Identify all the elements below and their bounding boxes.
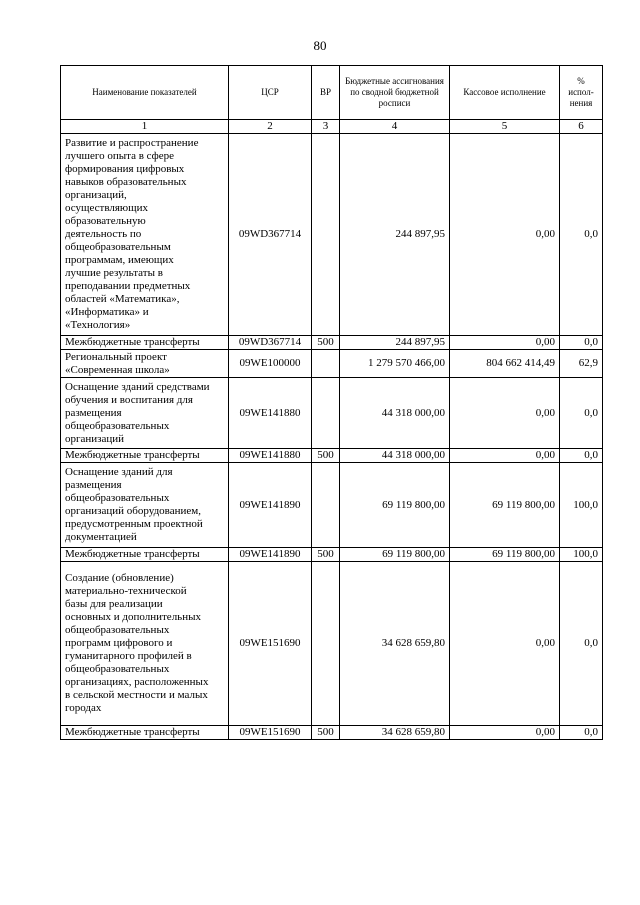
row-name: Оснащение зданий для размещения общеобразовательных организаций оборудованием, предусмотренным проектной документацией (61, 463, 229, 548)
row-budget: 44 318 000,00 (340, 378, 450, 449)
row-budget: 1 279 570 466,00 (340, 350, 450, 378)
row-percent: 0,0 (560, 378, 603, 449)
row-percent: 100,0 (560, 548, 603, 562)
row-percent: 62,9 (560, 350, 603, 378)
header-cash: Кассовое исполнение (450, 66, 560, 120)
row-csr: 09WE151690 (229, 562, 312, 726)
row-cash: 69 119 800,00 (450, 548, 560, 562)
row-name: Межбюджетные трансферты (61, 726, 229, 740)
table-row (61, 726, 603, 740)
table-row (61, 548, 603, 562)
row-cash: 69 119 800,00 (450, 463, 560, 548)
row-cash: 0,00 (450, 336, 560, 350)
row-name: Межбюджетные трансферты (61, 449, 229, 463)
row-vr: 500 (312, 726, 340, 740)
row-name: Развитие и распространение лучшего опыта в сфере формирования цифровых навыков образовательных организаций, осуществляющих образовательную деятельность по общеобразовательным программам, имеющих лучшие результаты в преподавании предметных областей «Математика», «Информатика» и «Технология» (61, 134, 229, 336)
row-cash: 0,00 (450, 449, 560, 463)
header-csr: ЦСР (229, 66, 312, 120)
row-budget: 44 318 000,00 (340, 449, 450, 463)
row-csr: 09WE141890 (229, 463, 312, 548)
row-budget: 69 119 800,00 (340, 548, 450, 562)
budget-execution-table (60, 65, 603, 740)
row-percent: 0,0 (560, 449, 603, 463)
row-vr: 500 (312, 336, 340, 350)
row-cash: 0,00 (450, 134, 560, 336)
row-vr (312, 463, 340, 548)
column-number: 5 (450, 120, 560, 134)
row-vr: 500 (312, 449, 340, 463)
column-number: 1 (61, 120, 229, 134)
table-row (61, 350, 603, 378)
row-cash: 0,00 (450, 726, 560, 740)
column-number: 2 (229, 120, 312, 134)
row-name: Межбюджетные трансферты (61, 548, 229, 562)
row-csr: 09WD367714 (229, 134, 312, 336)
row-vr (312, 134, 340, 336)
row-percent: 0,0 (560, 562, 603, 726)
row-percent: 0,0 (560, 134, 603, 336)
row-cash: 0,00 (450, 562, 560, 726)
header-name: Наименование показателей (61, 66, 229, 120)
row-percent: 0,0 (560, 336, 603, 350)
row-csr: 09WE141880 (229, 449, 312, 463)
row-percent: 0,0 (560, 726, 603, 740)
row-name: Региональный проект «Современная школа» (61, 350, 229, 378)
row-vr (312, 562, 340, 726)
row-csr: 09WD367714 (229, 336, 312, 350)
row-vr: 500 (312, 548, 340, 562)
row-budget: 34 628 659,80 (340, 726, 450, 740)
table-row (61, 336, 603, 350)
header-vr: ВР (312, 66, 340, 120)
row-name: Оснащение зданий средствами обучения и воспитания для размещения общеобразовательных организаций (61, 378, 229, 449)
row-budget: 244 897,95 (340, 336, 450, 350)
header-row (61, 66, 603, 120)
row-budget: 244 897,95 (340, 134, 450, 336)
row-cash: 804 662 414,49 (450, 350, 560, 378)
row-csr: 09WE141890 (229, 548, 312, 562)
row-budget: 34 628 659,80 (340, 562, 450, 726)
table-row (61, 562, 603, 726)
table-row (61, 449, 603, 463)
header-budget: Бюджетные ассигнования по сводной бюджетной росписи (340, 66, 450, 120)
row-name: Межбюджетные трансферты (61, 336, 229, 350)
column-number: 6 (560, 120, 603, 134)
page-number: 80 (313, 38, 327, 53)
row-percent: 100,0 (560, 463, 603, 548)
header-percent: % испол-нения (560, 66, 603, 120)
column-number: 4 (340, 120, 450, 134)
table-row (61, 463, 603, 548)
row-name: Создание (обновление) материально-технической базы для реализации основных и дополнительных общеобразовательных программ цифрового и гуманитарного профилей в общеобразовательных организациях, расположенных в сельской местности и малых городах (61, 562, 229, 726)
row-csr: 09WE100000 (229, 350, 312, 378)
table-row (61, 134, 603, 336)
row-cash: 0,00 (450, 378, 560, 449)
table-row (61, 378, 603, 449)
column-number-row (61, 120, 603, 134)
row-vr (312, 350, 340, 378)
row-csr: 09WE141880 (229, 378, 312, 449)
row-csr: 09WE151690 (229, 726, 312, 740)
column-number: 3 (312, 120, 340, 134)
row-budget: 69 119 800,00 (340, 463, 450, 548)
row-vr (312, 378, 340, 449)
